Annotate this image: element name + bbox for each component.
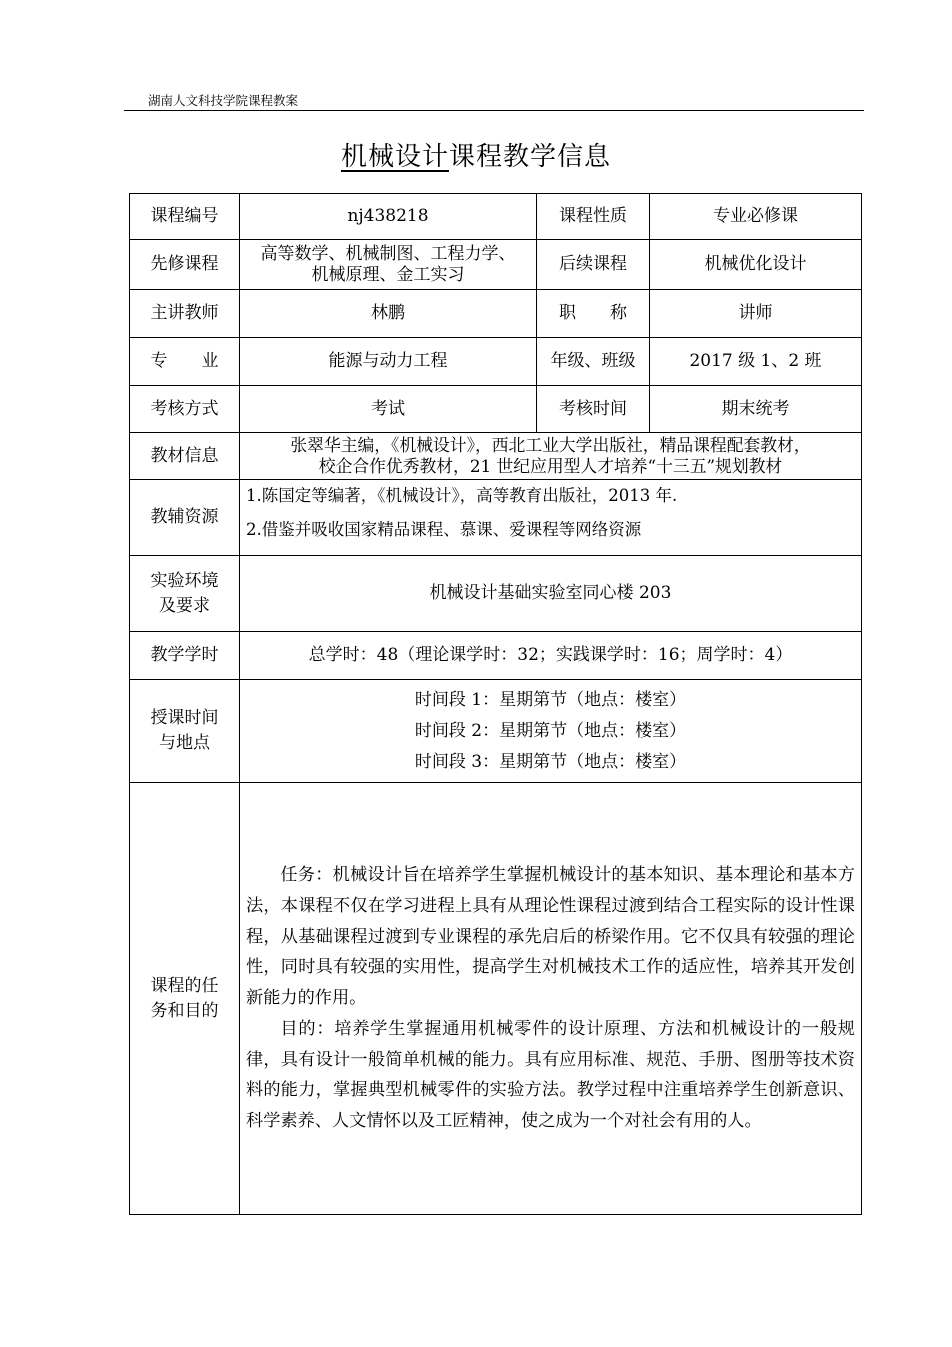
exam-time-label: 考核时间 [537,386,650,433]
task-value [240,783,862,1215]
grade-label: 年级、班级 [537,338,650,386]
table-row [130,556,862,632]
table-row [130,783,862,1215]
schedule-slot-3: 时间段 3：星期第节（地点：楼室） [414,751,687,772]
exam-method-value: 考试 [240,386,537,433]
table-row [130,290,862,338]
resources-value [240,480,862,556]
table-row [130,240,862,290]
header-divider [124,110,864,111]
goal-paragraph: 目的：培养学生掌握通用机械零件的设计原理、方法和机械设计的一般规律，具有设计一般简单机械的能力。具有应用标准、规范、手册、图册等技术资料的能力，掌握典型机械零件的实验方法。教学过程中注重培养学生创新意识、科学素养、人文情怀以及工匠精神，使之成为一个对社会有用的人。 [246,1018,855,1132]
followup-label: 后续课程 [537,240,650,290]
schedule-label-line-1: 授课时间 [150,708,219,728]
rank-label: 职 称 [537,290,650,338]
title-suffix: 课程教学信息 [449,142,612,172]
course-name: 机械设计 [340,142,449,172]
textbook-label: 教材信息 [130,433,240,480]
major-label: 专 业 [130,338,240,386]
exam-time-value: 期末统考 [650,386,862,433]
prereq-value [240,240,537,290]
schedule-label [130,680,240,783]
prereq-label: 先修课程 [130,240,240,290]
table-row [130,632,862,680]
task-label-line-2: 务和目的 [150,1000,219,1021]
followup-value: 机械优化设计 [650,240,862,290]
lab-value: 机械设计基础实验室同心楼 203 [240,556,862,632]
lab-label-line-2: 及要求 [159,595,210,616]
course-code-value: nj438218 [240,194,537,240]
prereq-line-1: 高等数学、机械制图、工程力学、 [260,243,516,264]
table-row [130,386,862,433]
course-type-label: 课程性质 [537,194,650,240]
resource-item-2: 2.借鉴并吸收国家精品课程、慕课、爱课程等网络资源 [246,520,642,539]
schedule-slot-1: 时间段 1：星期第节（地点：楼室） [414,689,687,710]
schedule-slot-2: 时间段 2：星期第节（地点：楼室） [414,720,687,741]
page-title [0,136,952,173]
task-paragraph: 任务：机械设计旨在培养学生掌握机械设计的基本知识、基本理论和基本方法，本课程不仅在学习进程上具有从理论性课程过渡到结合工程实际的设计性课程，从基础课程过渡到专业课程的承先启后的桥梁作用。它不仅具有较强的理论性，同时具有较强的实用性，提高学生对机械技术工作的适应性，培养其开发创新能力的作用。 [246,864,855,1009]
schedule-value [240,680,862,783]
course-code-label: 课程编号 [130,194,240,240]
table-row [130,194,862,240]
resources-label: 教辅资源 [130,480,240,556]
grade-value: 2017 级 1、2 班 [650,338,862,386]
table-row [130,433,862,480]
textbook-value [240,433,862,480]
resource-item-1: 1.陈国定等编著，《机械设计》，高等教育出版社，2013 年. [246,486,678,505]
textbook-line-2: 校企合作优秀教材，21 世纪应用型人才培养“十三五”规划教材 [318,456,783,476]
task-label [130,783,240,1215]
prereq-line-2: 机械原理、金工实习 [311,264,465,285]
course-info-table [129,193,862,1215]
major-value: 能源与动力工程 [240,338,537,386]
teacher-label: 主讲教师 [130,290,240,338]
course-type-value: 专业必修课 [650,194,862,240]
lab-label [130,556,240,632]
hours-value: 总学时：48（理论课学时：32；实践课学时：16；周学时：4） [240,632,862,680]
lab-label-line-1: 实验环境 [150,570,219,591]
hours-label: 教学学时 [130,632,240,680]
table-row [130,480,862,556]
schedule-label-line-2: 与地点 [159,733,210,753]
textbook-line-1: 张翠华主编，《机械设计》，西北工业大学出版社，精品课程配套教材， [290,435,811,455]
table-row [130,338,862,386]
teacher-value: 林鹏 [240,290,537,338]
table-row [130,680,862,783]
task-label-line-1: 课程的任 [150,975,219,996]
rank-value: 讲师 [650,290,862,338]
document-header: 湖南人文科技学院课程教案 [148,93,299,108]
exam-method-label: 考核方式 [130,386,240,433]
